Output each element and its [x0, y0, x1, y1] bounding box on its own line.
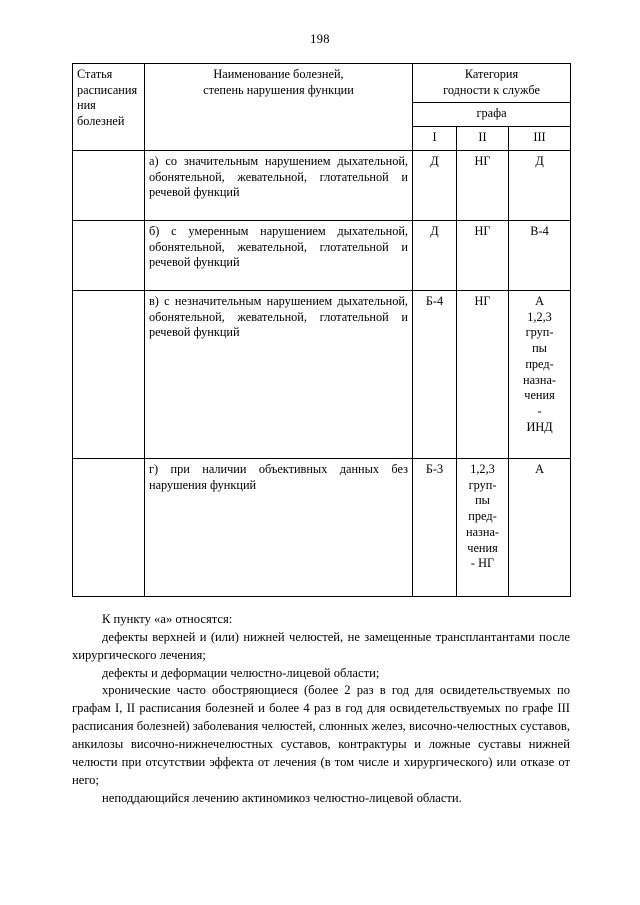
header-grafa-2: II: [457, 127, 509, 151]
header-grafa: графа: [413, 103, 571, 127]
row-grafa-2: НГ: [457, 150, 509, 220]
disease-schedule-table: [72, 63, 571, 597]
row-name: в) с незначительным нарушением дыхательной, обонятельной, жевательной, глотательной и речевой функций: [145, 290, 413, 458]
row-article: [73, 458, 145, 596]
row-grafa-2: НГ: [457, 220, 509, 290]
table-row: [73, 458, 571, 596]
row-grafa-1: Д: [413, 150, 457, 220]
notes-section: [72, 611, 570, 808]
table-body: [73, 150, 571, 596]
table-row: [73, 150, 571, 220]
row-article: [73, 150, 145, 220]
header-article-column: Статья расписания ния болезней: [73, 64, 145, 151]
table-header: [73, 64, 571, 151]
notes-paragraph: хронические часто обостряющиеся (более 2 раз в год для освидетельствуемых по графам I, II расписания болезней и более 4 раз в год для освидетельствуемых по графе III расписания болезней) заболевания челюстей, слюнных желез, височно-челюстных суставов, анкилозы височно-нижнечелюстных суставов, контрактуры и ложные суставы нижней челюсти при отсутствии эффекта от лечения (в том числе и хирургического) или отказе от него;: [72, 683, 570, 787]
page-number: 198: [310, 32, 330, 46]
row-name: г) при наличии объективных данных без нарушения функций: [145, 458, 413, 596]
row-name: б) с умеренным нарушением дыхательной, обонятельной, жевательной, глотательной и речевой функций: [145, 220, 413, 290]
row-grafa-3: Д: [509, 150, 571, 220]
table-row: [73, 290, 571, 458]
header-category-column: Категория годности к службе: [413, 64, 571, 103]
notes-paragraph: дефекты и деформации челюстно-лицевой области;: [102, 665, 380, 680]
notes-intro: К пункту «а» относятся:: [102, 611, 233, 626]
row-grafa-1: Б-4: [413, 290, 457, 458]
header-grafa-3: III: [509, 127, 571, 151]
table-row: [73, 220, 571, 290]
row-article: [73, 290, 145, 458]
row-grafa-3: А 1,2,3 груп- пы пред- назна- чения - ИНД: [509, 290, 571, 458]
row-grafa-1: Д: [413, 220, 457, 290]
row-name: а) со значительным нарушением дыхательной, обонятельной, жевательной, глотательной и речевой функций: [145, 150, 413, 220]
header-name-column: Наименование болезней, степень нарушения функции: [145, 64, 413, 151]
row-grafa-1: Б-3: [413, 458, 457, 596]
notes-paragraph: дефекты верхней и (или) нижней челюстей, не замещенные трансплантантами после хирургического лечения;: [72, 629, 570, 662]
row-grafa-3: А: [509, 458, 571, 596]
disease-schedule-table-container: [72, 63, 570, 597]
row-grafa-3: В-4: [509, 220, 571, 290]
header-grafa-1: I: [413, 127, 457, 151]
row-grafa-2: НГ: [457, 290, 509, 458]
row-article: [73, 220, 145, 290]
notes-paragraph: неподдающийся лечению актиномикоз челюстно-лицевой области.: [102, 790, 462, 805]
table-header-row-1: [73, 64, 571, 103]
row-grafa-2: 1,2,3 груп- пы пред- назна- чения - НГ: [457, 458, 509, 596]
